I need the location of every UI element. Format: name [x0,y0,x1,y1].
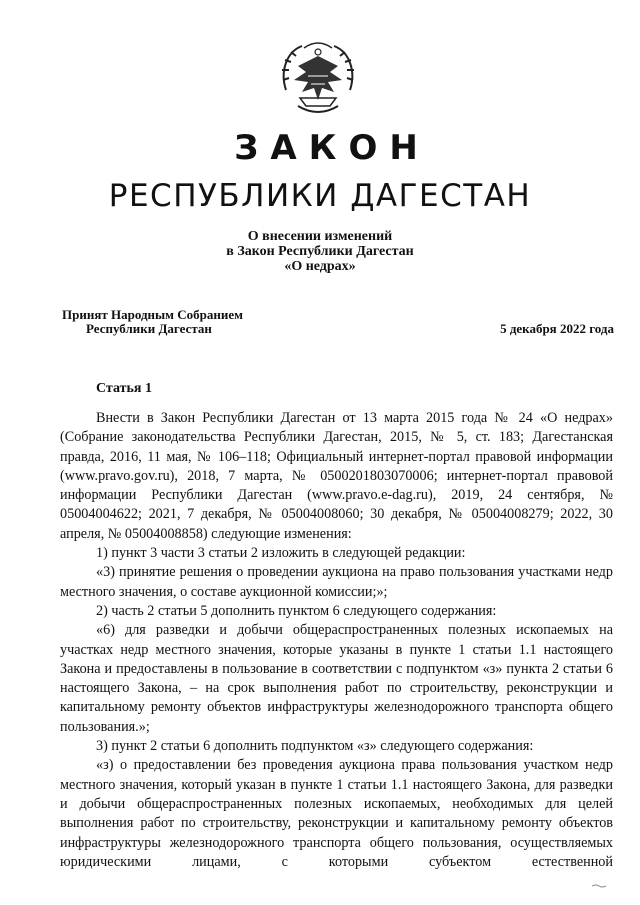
adopted-by-line-1: Принят Народным Собранием [62,307,244,322]
scan-mark-icon [592,884,606,888]
paragraph-intro: Внести в Закон Республики Дагестан от 13 марта 2015 года № 24 «О недрах» (Собрание законодательства Республики Дагестан, 2015, № 5, ст. 183; Дагестанская правда, 2016, 11 мая, № 106–118; Официальный интернет-портал правовой информации (www.pravo.gov.ru), 2018, 7 марта, № 0500201803070006; интернет-портал правовой информации Республики Дагестан (www.pravo.e-dag.ru), 2019, 24 сентября, № 05004004622; 2021, 7 декабря, № 05004008060; 30 декабря, № 05004008279; 2022, 30 апреля, № 05004008858) следующие изменения: [60,410,613,542]
law-title [0,229,640,274]
article-body [60,409,613,872]
adopted-by [62,308,243,336]
adoption-date: 5 декабря 2022 года [500,321,614,336]
article-heading: Статья 1 [96,381,152,396]
list-item-2: 2) часть 2 статьи 5 дополнить пунктом 6 следующего содержания: [96,602,497,619]
coat-of-arms-icon [278,38,358,120]
law-heading: ЗАКОН [234,128,430,168]
quoted-item-6: «6) для разведки и добычи общераспространенных полезных ископаемых на участках недр местного значения, которые указаны в пункте 1 статьи 1.1 настоящего Закона и предоставлены в пользование в соответствии с подпунктом «з» пункта 2 статьи 6 настоящего Закона, – на срок выполнения работ по строительству, реконструкции и капитальному ремонту объектов инфраструктуры железнодорожного транспорта общего пользования.»; [60,622,613,735]
title-line-3: «О недрах» [284,259,356,274]
quoted-item-3: «3) принятие решения о проведении аукциона на право пользования участками недр местного значения, о составе аукционной комиссии;»; [60,564,613,600]
title-line-2: в Закон Республики Дагестан [226,244,414,259]
title-line-1: О внесении изменений [247,229,393,244]
list-item-1: 1) пункт 3 части 3 статьи 2 изложить в следующей редакции: [96,545,466,562]
list-item-3: 3) пункт 2 статьи 6 дополнить подпунктом «з» следующего содержания: [96,738,534,755]
quoted-item-z: «з) о предоставлении без проведения аукциона права пользования участком недр местного значения, который указан в пункте 1 статьи 1.1 настоящего Закона, для разведки и добычи общераспространенных полезных ископаемых, необходимых для целей выполнения работ по строительству, реконструкции и капитальному ремонту объектов инфраструктуры железнодорожного транспорта общего пользования, осуществляемых юридическими лицами, с которыми субъектом естественной [60,757,613,870]
adopted-by-line-2: Республики Дагестан [86,321,212,336]
republic-heading: РЕСПУБЛИКИ ДАГЕСТАН [108,178,532,214]
